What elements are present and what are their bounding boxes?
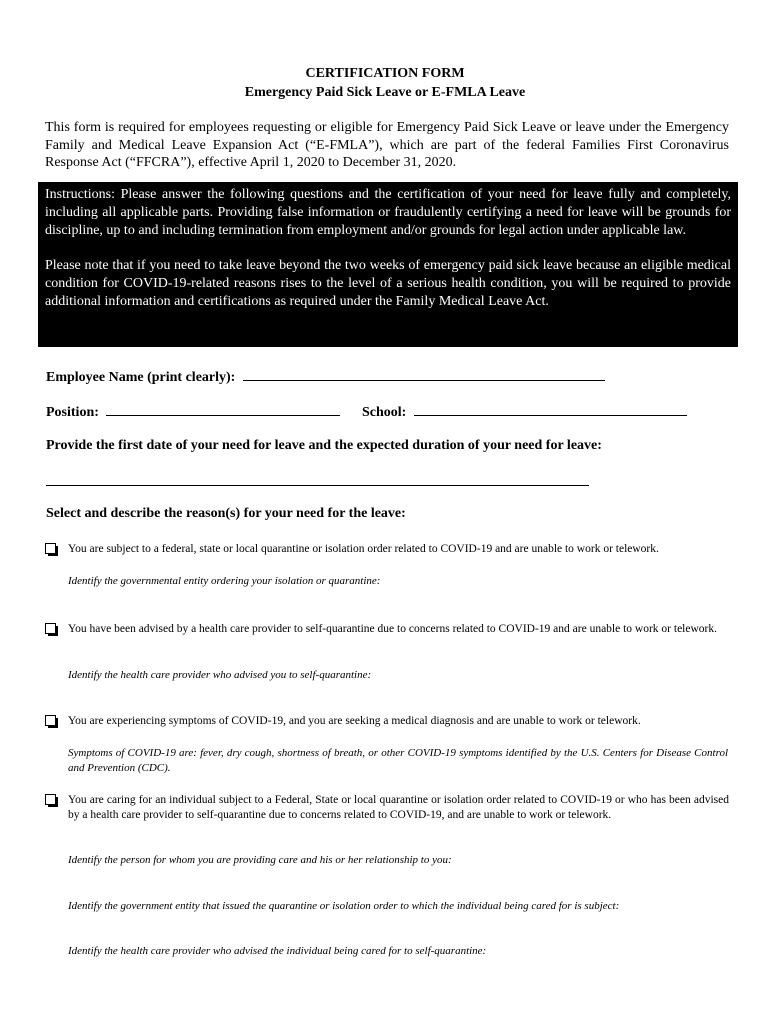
reason-4-prompt-government-entity: Identify the government entity that issued the quarantine or isolation order to which the individual being cared for is subject:	[68, 900, 620, 912]
reason-2-prompt: Identify the health care provider who advised you to self-quarantine:	[68, 669, 372, 681]
school-label: School:	[362, 405, 407, 420]
instructions-paragraph-1: Instructions: Please answer the following questions and the certification of your need for leave fully and completely, including all applicable parts. Providing false information or fraudulently certifying a need for leave will be grounds for discipline, up to and including termination from employment and/or grounds for legal action under applicable law.	[45, 187, 731, 238]
position-field[interactable]	[106, 401, 340, 416]
form-title: CERTIFICATION FORM	[305, 66, 465, 81]
reason-3-checkbox[interactable]	[45, 715, 56, 726]
reasons-heading: Select and describe the reason(s) for your need for the leave:	[46, 506, 406, 521]
school-field[interactable]	[414, 401, 687, 416]
reason-4-prompt-health-care-provider: Identify the health care provider who advised the individual being cared for to self-quarantine:	[68, 945, 487, 957]
leave-dates-label: Provide the first date of your need for leave and the expected duration of your need for leave:	[46, 438, 602, 453]
form-subtitle: Emergency Paid Sick Leave or E-FMLA Leave	[244, 85, 526, 100]
intro-paragraph: This form is required for employees requesting or eligible for Emergency Paid Sick Leave or leave under the Emergency Family and Medical Leave Expansion Act (“E-FMLA”), which are part of the federal Families First Coronavirus Response Act (“FFCRA”), effective April 1, 2020 to December 31, 2020.	[45, 120, 729, 170]
reason-4-prompt-person: Identify the person for whom you are providing care and his or her relationship to you:	[68, 854, 452, 866]
position-row	[46, 401, 340, 421]
reason-1-checkbox[interactable]	[45, 543, 56, 554]
reason-1-prompt: Identify the governmental entity ordering your isolation or quarantine:	[68, 575, 381, 587]
instructions-paragraph-2: Please note that if you need to take leave beyond the two weeks of emergency paid sick leave because an eligible medical condition for COVID-19-related reasons rises to the level of a serious health condition, you will be required to provide additional information and certifications as required under the Family Medical Leave Act.	[45, 258, 731, 309]
employee-name-row	[46, 366, 605, 386]
reason-2-text: You have been advised by a health care provider to self-quarantine due to concerns related to COVID-19 and are unable to work or telework.	[68, 623, 717, 635]
leave-dates-field[interactable]	[46, 471, 589, 486]
reason-4-text: You are caring for an individual subject to a Federal, State or local quarantine or isolation order related to COVID-19 or who has been advised by a health care provider to self-quarantine due to concerns related to COVID-19, and are unable to work or telework.	[68, 794, 729, 821]
reason-4-checkbox[interactable]	[45, 794, 56, 805]
reason-3-symptoms-note: Symptoms of COVID-19 are: fever, dry cough, shortness of breath, or other COVID-19 symptoms identified by the U.S. Centers for Disease Control and Prevention (CDC).	[68, 747, 728, 774]
employee-name-field[interactable]	[243, 366, 605, 381]
reason-3-text: You are experiencing symptoms of COVID-19, and you are seeking a medical diagnosis and are unable to work or telework.	[68, 715, 641, 727]
employee-name-label: Employee Name (print clearly):	[46, 370, 236, 385]
instructions-box	[38, 182, 738, 347]
reason-2-checkbox[interactable]	[45, 623, 56, 634]
school-row	[362, 401, 687, 421]
position-label: Position:	[46, 405, 99, 420]
reason-1-text: You are subject to a federal, state or local quarantine or isolation order related to COVID-19 and are unable to work or telework.	[68, 543, 659, 555]
